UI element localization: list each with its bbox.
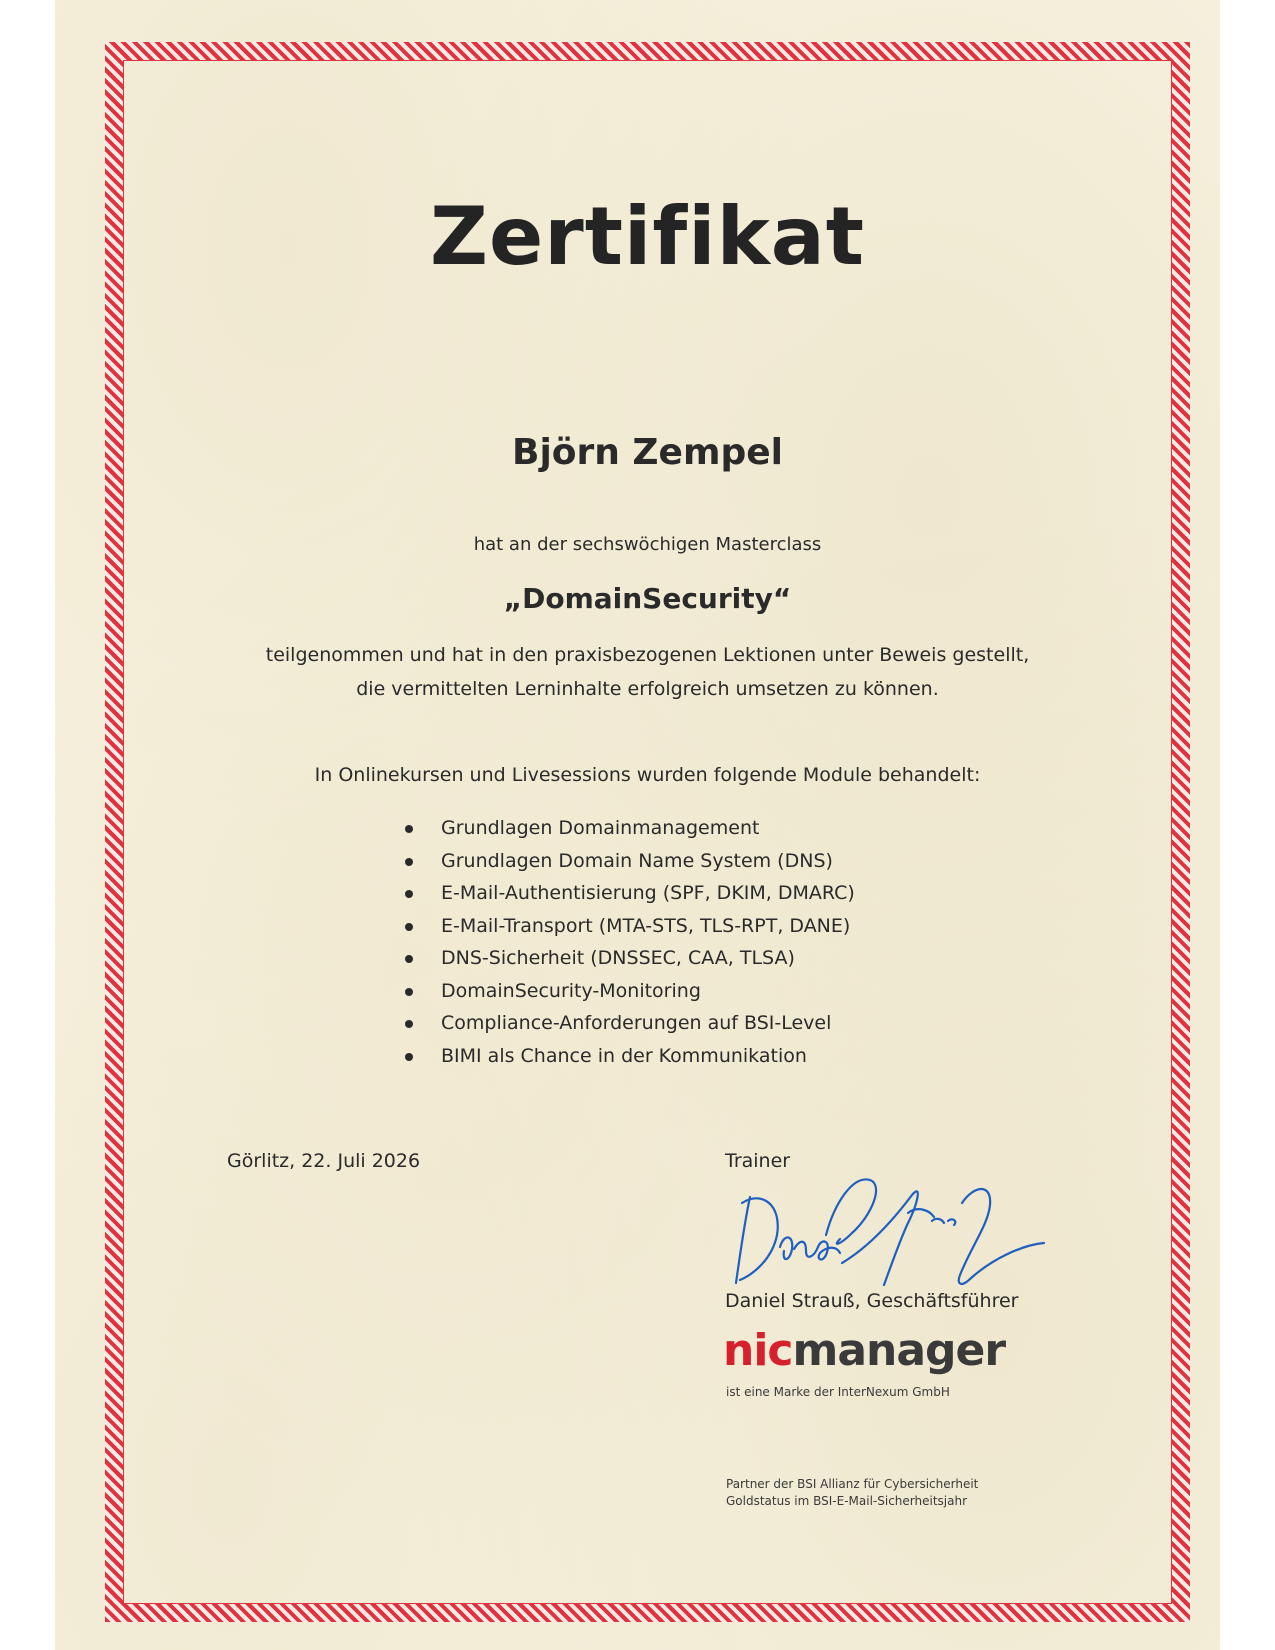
brand-tagline: ist eine Marke der InterNexum GmbH bbox=[726, 1385, 950, 1399]
place-date: Görlitz, 22. Juli 2026 bbox=[227, 1150, 421, 1172]
module-item bbox=[405, 942, 855, 975]
module-label: Grundlagen Domainmanagement bbox=[441, 817, 760, 839]
module-list bbox=[405, 812, 855, 1072]
module-label: E-Mail-Authentisierung (SPF, DKIM, DMARC) bbox=[441, 882, 855, 904]
module-item bbox=[405, 1040, 855, 1073]
bullet-icon bbox=[405, 890, 413, 898]
nicmanager-logo bbox=[723, 1325, 1005, 1376]
module-item bbox=[405, 1007, 855, 1040]
module-label: DomainSecurity-Monitoring bbox=[441, 979, 701, 1002]
certificate-title: Zertifikat bbox=[429, 190, 866, 283]
bullet-icon bbox=[405, 988, 413, 996]
module-label: Compliance-Anforderungen auf BSI-Level bbox=[441, 1012, 832, 1034]
module-item bbox=[405, 910, 855, 943]
bullet-icon bbox=[405, 1020, 413, 1028]
recipient-name: Björn Zempel bbox=[512, 432, 783, 473]
module-item bbox=[405, 845, 855, 878]
description bbox=[123, 638, 1172, 706]
partner-info bbox=[726, 1476, 978, 1510]
logo-part-nic: nic bbox=[723, 1325, 793, 1376]
module-label: E-Mail-Transport (MTA-STS, TLS-RPT, DANE) bbox=[441, 914, 851, 937]
signer-name: Daniel Strauß, Geschäftsführer bbox=[725, 1290, 1019, 1312]
partner-line-1: Partner der BSI Allianz für Cybersicherheit bbox=[726, 1477, 979, 1491]
partner-line-2: Goldstatus im BSI-E-Mail-Sicherheitsjahr bbox=[726, 1494, 968, 1508]
bullet-icon bbox=[405, 858, 413, 866]
trainer-label: Trainer bbox=[725, 1150, 791, 1172]
course-name: „DomainSecurity“ bbox=[503, 582, 792, 615]
intro-text: hat an der sechswöchigen Masterclass bbox=[473, 534, 822, 555]
modules-intro: In Onlinekursen und Livesessions wurden folgende Module behandelt: bbox=[314, 764, 981, 786]
logo-part-manager: manager bbox=[792, 1325, 1006, 1376]
bullet-icon bbox=[405, 1053, 413, 1061]
module-item bbox=[405, 975, 855, 1008]
description-line-2: die vermittelten Lerninhalte erfolgreich umsetzen zu können. bbox=[356, 678, 939, 700]
module-label: BIMI als Chance in der Kommunikation bbox=[441, 1044, 807, 1067]
bullet-icon bbox=[405, 923, 413, 931]
description-line-1: teilgenommen und hat in den praxisbezogenen Lektionen unter Beweis gestellt, bbox=[265, 644, 1030, 666]
module-label: DNS-Sicherheit (DNSSEC, CAA, TLSA) bbox=[441, 947, 795, 969]
bullet-icon bbox=[405, 825, 413, 833]
bullet-icon bbox=[405, 955, 413, 963]
module-item bbox=[405, 877, 855, 910]
module-label: Grundlagen Domain Name System (DNS) bbox=[441, 849, 833, 872]
module-item bbox=[405, 812, 855, 845]
